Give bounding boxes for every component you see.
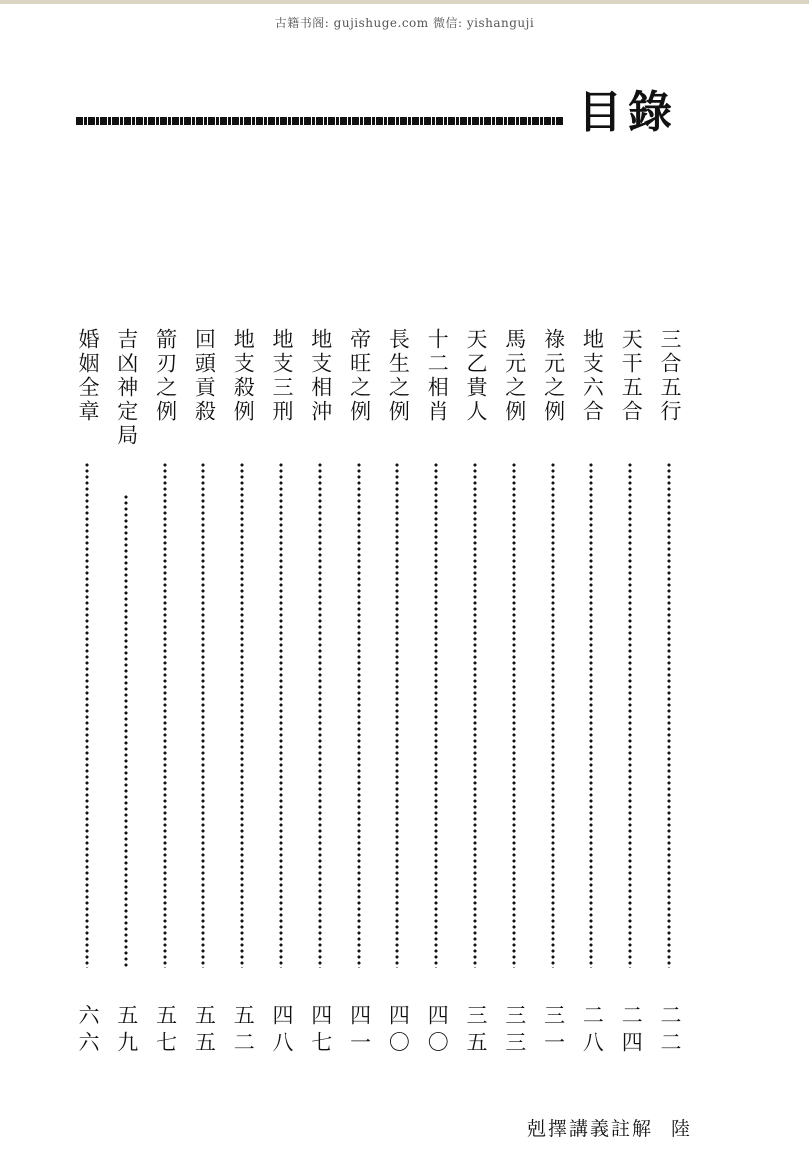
- toc-entry[interactable]: [344, 328, 376, 1058]
- toc-entry-page: 六六: [76, 1004, 100, 1058]
- toc-entry[interactable]: [499, 328, 531, 1058]
- dot-leader: [667, 462, 671, 968]
- dot-leader: [279, 462, 283, 968]
- dot-leader: [589, 462, 593, 968]
- toc-entry-title: 吉凶神定局: [114, 328, 139, 448]
- toc-entry-page: 五二: [231, 1004, 256, 1058]
- toc-entry-title: 十二相肖: [425, 328, 450, 424]
- toc-entry[interactable]: [421, 328, 453, 1058]
- toc-entry-title: 回頭貢殺: [192, 328, 217, 424]
- dot-leader: [201, 462, 205, 968]
- toc-entry-page: 五七: [153, 1004, 178, 1058]
- toc-entry-title: 天乙貴人: [464, 328, 488, 424]
- dot-leader: [628, 462, 632, 968]
- toc-entry-title: 地支相沖: [308, 328, 333, 424]
- toc-entry-page: 四〇: [425, 1004, 450, 1058]
- dot-leader: [434, 462, 438, 968]
- toc-entry[interactable]: [72, 328, 104, 1058]
- toc-entry[interactable]: [538, 328, 570, 1058]
- toc-entry-title: 馬元之例: [502, 328, 527, 424]
- toc-entry-title: 祿元之例: [541, 328, 566, 424]
- dot-leader: [85, 462, 89, 968]
- toc-entry-page: 三一: [541, 1004, 566, 1058]
- toc-entry-page: 二八: [580, 1004, 605, 1058]
- toc-entry-page: 五九: [114, 1004, 139, 1058]
- toc-entry-title: 地支殺例: [231, 328, 256, 424]
- dot-leader: [551, 462, 555, 968]
- toc-entry-page: 三五: [464, 1004, 488, 1058]
- page-title: 目錄: [578, 87, 678, 138]
- toc-entry[interactable]: [111, 328, 143, 1058]
- toc-entry-page: 四七: [308, 1004, 333, 1058]
- watermark-text: 古籍书阁: gujishuge.com 微信: yishanguji: [274, 16, 535, 30]
- toc-entry-page: 三三: [502, 1004, 527, 1058]
- toc-entry-title: 婚姻全章: [76, 328, 100, 424]
- toc-entry-title: 地支六合: [580, 328, 605, 424]
- toc-entry[interactable]: [227, 328, 259, 1058]
- dot-leader: [124, 494, 128, 968]
- toc-entry-page: 五五: [192, 1004, 217, 1058]
- toc-entry-title: 長生之例: [386, 328, 411, 424]
- toc-entry[interactable]: [382, 328, 414, 1058]
- toc-entry[interactable]: [150, 328, 182, 1058]
- toc-entry-title: 天干五合: [619, 328, 644, 424]
- toc-entry[interactable]: [576, 328, 608, 1058]
- toc-entry[interactable]: [188, 328, 220, 1058]
- toc-entry[interactable]: [266, 328, 298, 1058]
- toc-entry[interactable]: [460, 328, 492, 1058]
- toc-entry-page: 四〇: [386, 1004, 411, 1058]
- dot-leader: [512, 462, 516, 968]
- dot-leader: [395, 462, 399, 968]
- toc-entry-page: 四一: [347, 1004, 372, 1058]
- toc-entry[interactable]: [654, 328, 686, 1058]
- footer-book-title: 剋擇講義註解: [527, 1118, 654, 1140]
- dot-leader: [318, 462, 322, 968]
- toc-entry[interactable]: [305, 328, 337, 1058]
- toc-entry-title: 帝旺之例: [347, 328, 372, 424]
- toc-entry-page: 四八: [270, 1004, 294, 1058]
- toc-entry-title: 箭刃之例: [153, 328, 178, 424]
- toc-entry-title: 地支三刑: [270, 328, 294, 424]
- dot-leader: [163, 462, 167, 968]
- dot-leader: [473, 462, 477, 968]
- toc-entry-title: 三合五行: [658, 328, 682, 424]
- dot-leader: [357, 462, 361, 968]
- footer-page-number: 陸: [671, 1118, 693, 1140]
- toc-entry[interactable]: [615, 328, 647, 1058]
- dot-leader: [240, 462, 244, 968]
- page-footer: [527, 1114, 692, 1141]
- toc-entry-page: 二四: [619, 1004, 644, 1058]
- toc-entry-page: 二二: [658, 1004, 682, 1058]
